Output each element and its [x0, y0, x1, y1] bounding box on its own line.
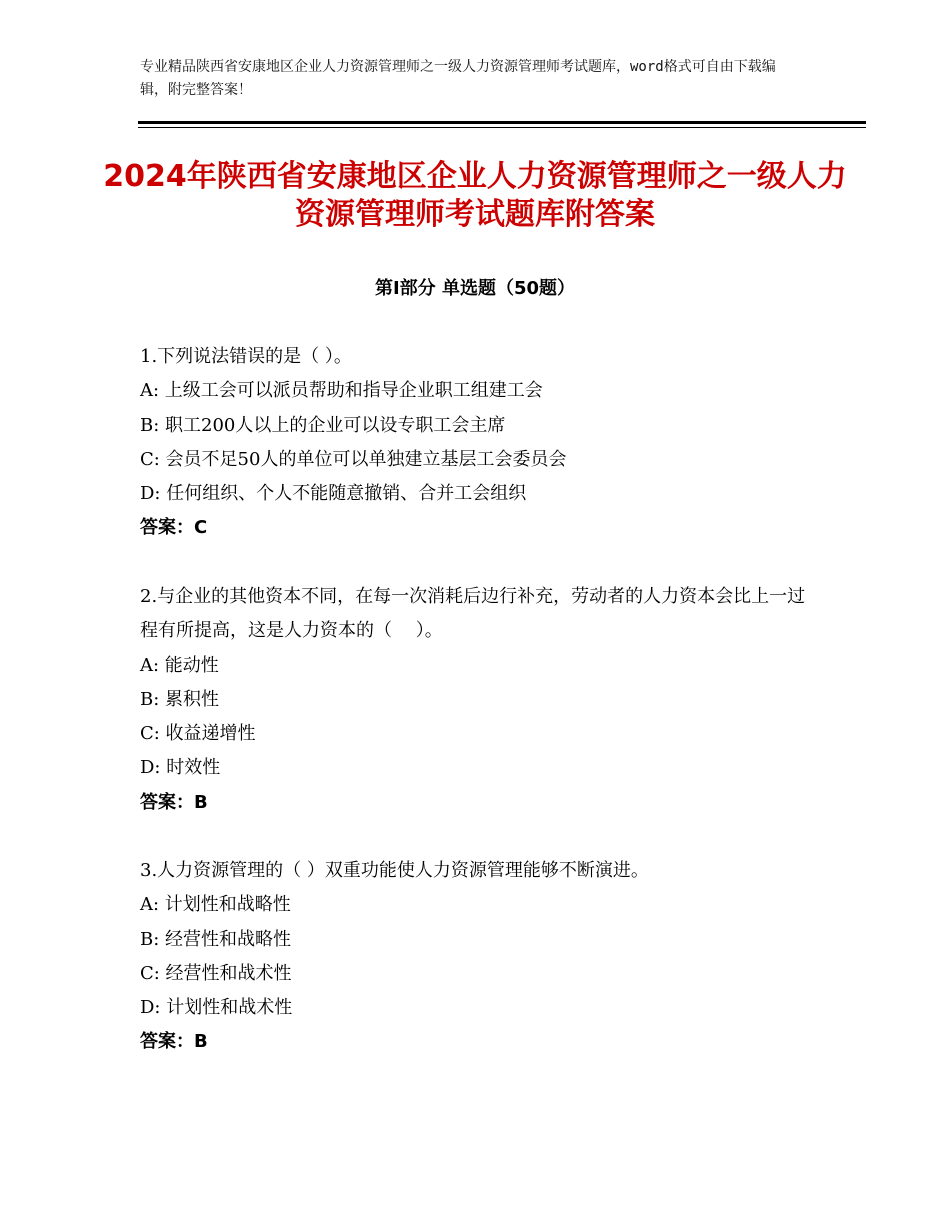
- option-a: A: 计划性和战略性: [140, 894, 291, 916]
- option-d: D: 任何组织、个人不能随意撤销、合并工会组织: [140, 483, 527, 505]
- option-a: A: 能动性: [140, 654, 219, 676]
- header-rule-thick: [138, 121, 866, 124]
- question-2: [140, 580, 820, 820]
- question-3: [140, 854, 820, 1060]
- section-title: 第Ⅰ部分 单选题（50题）: [374, 278, 575, 299]
- document-title: 2024年陕西省安康地区企业人力资源管理师之一级人力资源管理师考试题库附答案: [103, 159, 847, 232]
- header-note: 专业精品陕西省安康地区企业人力资源管理师之一级人力资源管理师考试题库，word格式可自由下载编辑，附完整答案！: [140, 59, 776, 98]
- question-stem: 3.人力资源管理的（ ）双重功能使人力资源管理能够不断演进。: [140, 860, 649, 881]
- answer: 答案：B: [140, 791, 208, 813]
- question-1: [140, 340, 820, 546]
- option-c: C: 收益递增性: [140, 723, 256, 745]
- option-c: C: 经营性和战术性: [140, 962, 292, 984]
- option-b: B: 职工200人以上的企业可以设专职工会主席: [140, 414, 506, 436]
- header-rule-thin: [138, 127, 866, 128]
- option-b: B: 经营性和战略性: [140, 928, 292, 950]
- option-d: D: 时效性: [140, 757, 221, 779]
- question-stem: 1.下列说法错误的是（ ）。: [140, 346, 352, 367]
- option-c: C: 会员不足50人的单位可以单独建立基层工会委员会: [140, 448, 567, 470]
- question-stem: 2.与企业的其他资本不同，在每一次消耗后边行补充，劳动者的人力资本会比上一过程有所提高，这是人力资本的（ ）。: [140, 586, 806, 642]
- answer: 答案：B: [140, 1031, 208, 1053]
- option-a: A: 上级工会可以派员帮助和指导企业职工组建工会: [140, 380, 543, 402]
- option-b: B: 累积性: [140, 688, 220, 710]
- option-d: D: 计划性和战术性: [140, 997, 293, 1019]
- answer: 答案：C: [140, 517, 208, 539]
